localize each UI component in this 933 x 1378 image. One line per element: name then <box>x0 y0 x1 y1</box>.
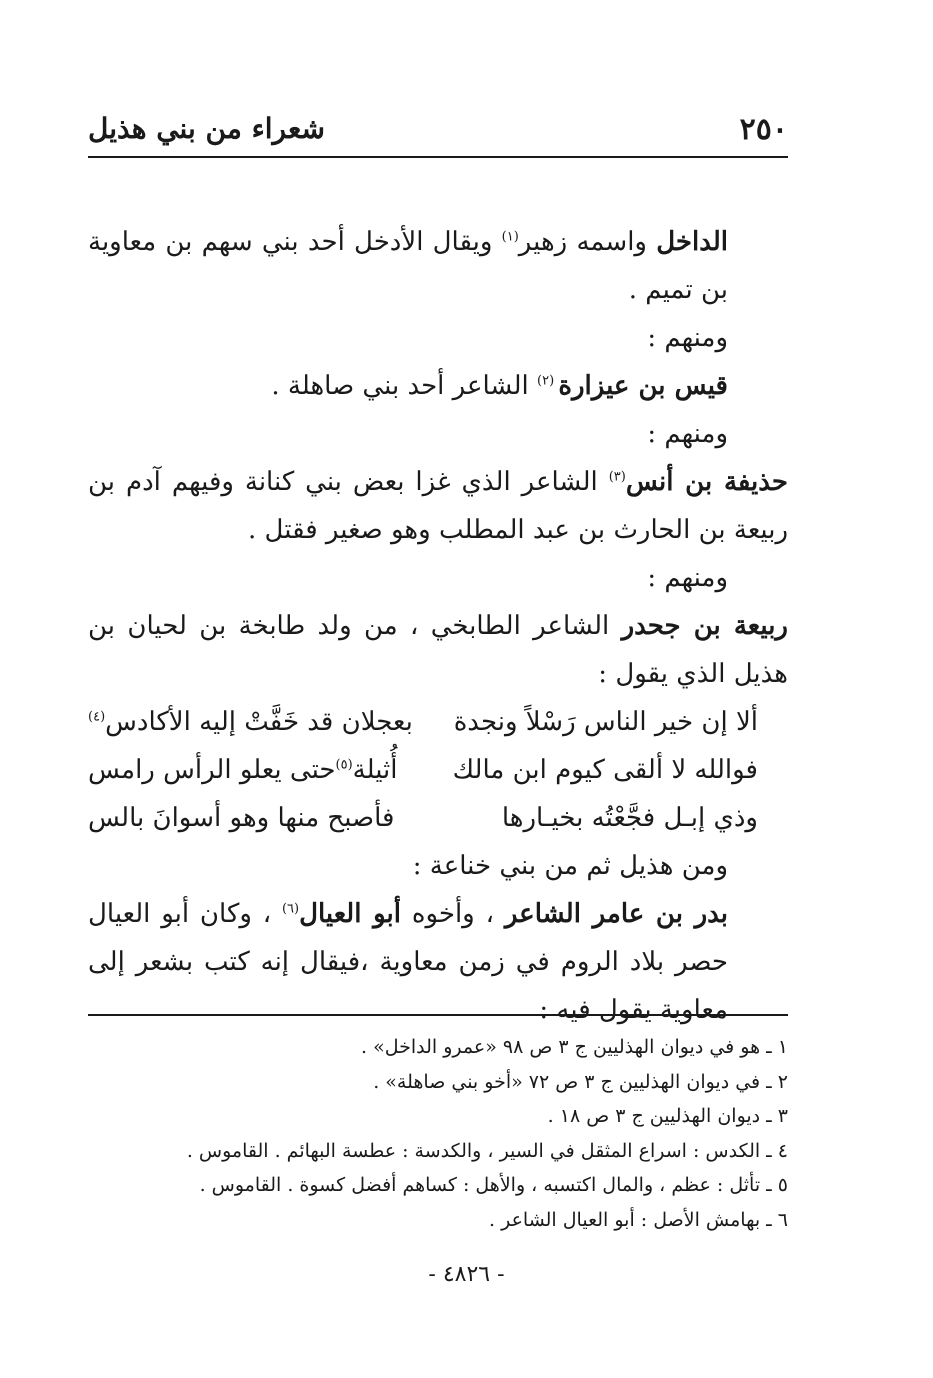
verse-second-hemistich <box>88 746 398 794</box>
running-title: شعراء من بني هذيل <box>88 112 325 145</box>
page-number: ٢٥٠ <box>739 112 788 147</box>
paragraph-text: ، وكان أبو العيال حصر بلاد الروم في زمن معاوية ،فيقال إنه كتب بشعر إلى معاوية يقول فيه : <box>88 899 728 1025</box>
footnote-ref: (٣) <box>608 469 626 485</box>
footnote: ٦ ـ بهامش الأصل : أبو العيال الشاعر . <box>489 1208 788 1231</box>
paragraph-qays <box>88 362 788 410</box>
paragraph-text: ، وأخوه <box>400 899 505 929</box>
footnotes <box>120 1030 788 1237</box>
paragraph-text: الشاعر الطابخي ، من ولد طابخة بن لحيان بن هذيل الذي يقول : <box>88 611 788 689</box>
verse-line <box>88 698 788 746</box>
paragraph-khunaa: ومن هذيل ثم من بني خناعة : <box>412 851 728 881</box>
hemistich-text: حتى يعلو الرأس رامس <box>88 755 336 785</box>
footnote: ١ ـ هو في ديوان الهذليين ج ٣ ص ٩٨ «عمرو الداخل» . <box>361 1036 788 1058</box>
footnote: ٤ ـ الكدس : اسراع المثقل في السير ، والكدسة : عطسة البهائم . القاموس . <box>186 1139 788 1162</box>
verse-line <box>88 746 788 794</box>
header-rule <box>88 156 788 158</box>
footnote-ref: (٥) <box>335 757 353 773</box>
footnote: ٣ ـ ديوان الهذليين ج ٣ ص ١٨ . <box>547 1105 788 1127</box>
footnote: ٥ ـ تأثل : عظم ، والمال اكتسبه ، والأهل : كساهم أفضل كسوة . القاموس . <box>199 1174 788 1196</box>
footnote-ref: (١) <box>501 229 519 245</box>
hemistich-text: أُثيلة <box>352 755 398 785</box>
minhum-label: ومنهم : <box>647 419 728 449</box>
paragraph-text: ويقال الأدخل أحد بني سهم بن معاوية بن تميم . <box>88 227 728 305</box>
paragraph-text: واسمه زهير <box>518 227 657 257</box>
footnote-ref: (٤) <box>88 709 106 725</box>
verse-line <box>88 794 788 842</box>
page-header <box>88 112 788 160</box>
verse-first-hemistich: ألا إن خير الناس رَسْلاً ونجدة <box>453 707 758 737</box>
paragraph-badr <box>88 890 788 1034</box>
verse-first-hemistich: وذي إبـل فجَّعْتُه بخيـارها <box>501 803 758 833</box>
verse-second-hemistich: فأصبح منها وهو أسوانَ بالس <box>88 803 395 833</box>
minhum-label: ومنهم : <box>647 323 728 353</box>
paragraph-text: الشاعر أحد بني صاهلة . <box>271 371 538 401</box>
verse-first-hemistich: فوالله لا ألقى كيوم ابن مالك <box>452 755 758 785</box>
person-name: قيس بن عيزارة <box>558 371 728 401</box>
footnote-rule <box>88 1014 788 1016</box>
person-name: بدر بن عامر الشاعر <box>504 899 729 929</box>
person-name: حذيفة بن أنس <box>625 467 788 497</box>
page-footer-number: - ٤٨٢٦ - <box>428 1262 505 1287</box>
paragraph-rabia <box>88 602 788 698</box>
footnote-ref: (٦) <box>281 901 300 917</box>
person-name: أبو العيال <box>299 899 401 929</box>
person-name: ربيعة بن جحدر <box>621 611 788 641</box>
paragraph-al-dakhil <box>88 218 788 314</box>
verse-second-hemistich <box>88 698 413 746</box>
minhum-label: ومنهم : <box>647 563 728 593</box>
person-name: الداخل <box>656 227 728 257</box>
footnote-ref: (٢) <box>537 373 559 389</box>
main-text <box>88 218 788 1034</box>
hemistich-text: بعجلان قد خَفَّتْ إليه الأكادس <box>105 707 413 737</box>
poem <box>88 698 788 842</box>
paragraph-text: الشاعر الذي غزا بعض بني كنانة وفيهم آدم بن ربيعة بن الحارث بن عبد المطلب وهو صغير فقتل . <box>88 467 788 545</box>
paragraph-hudhayfa <box>88 458 788 554</box>
footnote: ٢ ـ في ديوان الهذليين ج ٣ ص ٧٢ «أخو بني صاهلة» . <box>373 1070 788 1093</box>
